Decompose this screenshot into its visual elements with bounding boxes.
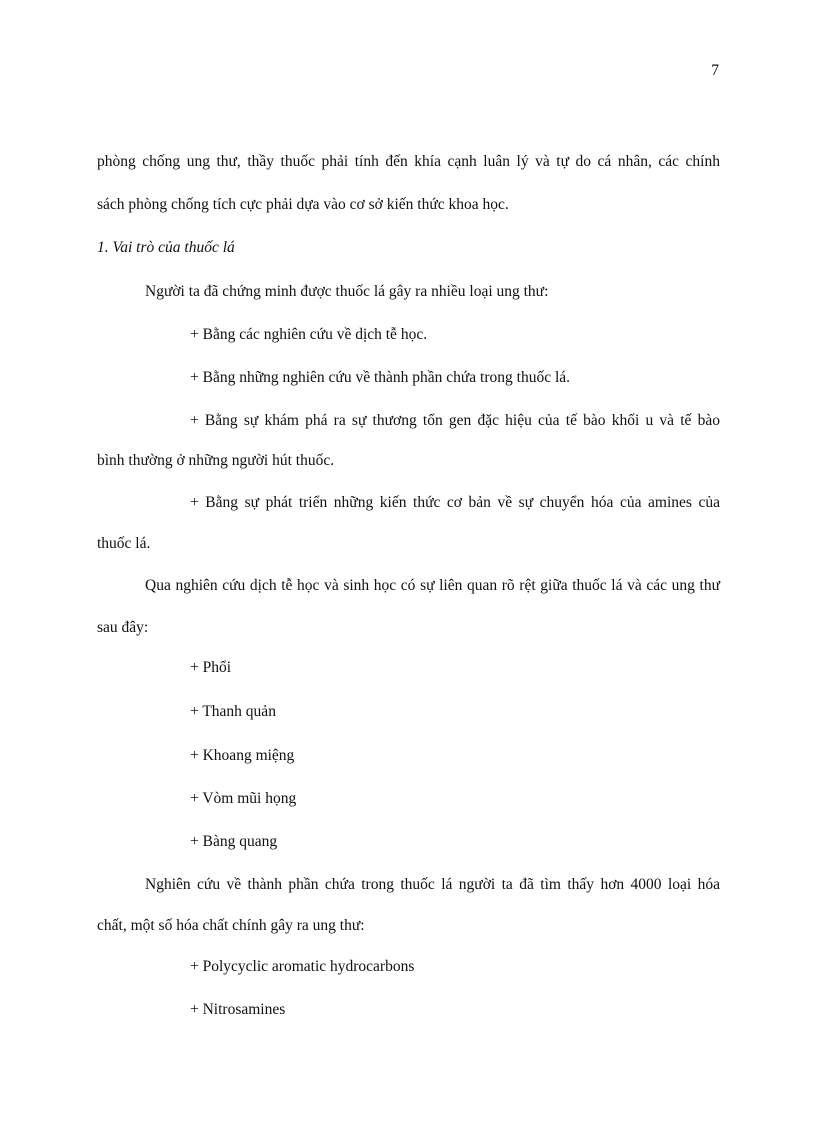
list-item-proof-4-line-2: thuốc lá. [97,535,151,552]
intro-paragraph-line-1: phòng chống ung thư, thầy thuốc phải tính đến khía cạnh luân lý và tự do cá nhân, các chính [97,153,720,170]
list-item-proof-3-line-1: + Bằng sự khám phá ra sự thương tổn gen đặc hiệu của tế bào khối u và tế bào [190,412,720,429]
list-item-chemical-1: + Polycyclic aromatic hydrocarbons [190,958,415,975]
list-item-cancer-4: + Vòm mũi họng [190,790,297,807]
section-heading: 1. Vai trò của thuốc lá [97,239,235,256]
relation-paragraph-line-2: sau đây: [97,619,149,636]
list-item-proof-3-line-2: bình thường ở những người hút thuốc. [97,452,335,469]
list-item-cancer-5: + Bàng quang [190,833,278,850]
proven-intro-paragraph: Người ta đã chứng minh được thuốc lá gây ra nhiều loại ung thư: [145,283,549,300]
list-item-proof-4-line-1: + Bằng sự phát triển những kiến thức cơ bản về sự chuyển hóa của amines của [190,494,720,511]
list-item-chemical-2: + Nitrosamines [190,1001,286,1018]
list-item-cancer-2: + Thanh quản [190,703,276,720]
chemicals-paragraph-line-1: Nghiên cứu về thành phần chứa trong thuốc lá người ta đã tìm thấy hơn 4000 loại hóa [145,876,720,893]
page-number: 7 [711,62,719,79]
chemicals-paragraph-line-2: chất, một số hóa chất chính gây ra ung thư: [97,917,365,934]
intro-paragraph-line-2: sách phòng chống tích cực phải dựa vào cơ sở kiến thức khoa học. [97,196,509,213]
relation-paragraph-line-1: Qua nghiên cứu dịch tễ học và sinh học có sự liên quan rõ rệt giữa thuốc lá và các ung thư [145,577,720,594]
list-item-proof-1: + Bằng các nghiên cứu về dịch tễ học. [190,326,428,343]
list-item-cancer-3: + Khoang miệng [190,747,295,764]
list-item-proof-2: + Bằng những nghiên cứu về thành phần chứa trong thuốc lá. [190,369,571,386]
list-item-cancer-1: + Phổi [190,659,232,676]
